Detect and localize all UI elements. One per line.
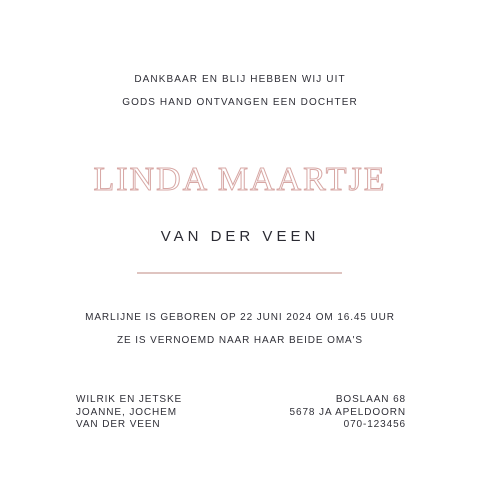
intro-line-2: GODS HAND ONTVANGEN EEN DOCHTER [122, 97, 358, 108]
baby-first-names: LINDA MAARTJE [93, 161, 387, 198]
parents-line: WILRIK EN JETSKE [76, 394, 183, 405]
birth-details-line: MARLIJNE IS GEBOREN OP 22 JUNI 2024 OM 16.45 UUR [85, 312, 395, 323]
parents-block [76, 394, 182, 432]
baby-surname: VAN DER VEEN [160, 228, 320, 245]
intro-line-1: DANKBAAR EN BLIJ HEBBEN WIJ UIT [134, 74, 346, 85]
address-phone: 070-123456 [343, 419, 406, 430]
address-city: 5678 JA APELDOORN [289, 406, 406, 418]
parents-line: VAN DER VEEN [76, 419, 161, 430]
parents-line: JOANNE, JOCHEM [76, 406, 177, 418]
divider-line [137, 272, 342, 274]
naming-details-line: ZE IS VERNOEMD NAAR HAAR BEIDE OMA'S [116, 335, 363, 346]
address-block [290, 394, 406, 432]
address-street: BOSLAAN 68 [335, 394, 406, 405]
